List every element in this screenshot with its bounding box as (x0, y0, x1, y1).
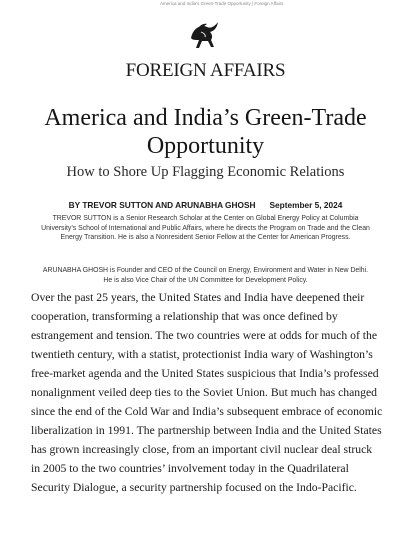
author-bio-sutton: TREVOR SUTTON is a Senior Research Scholar at the Center on Global Energy Policy at Columbia University’s School of International and Public Affairs, where he directs the Program on Trade and the Clean Energy Transition. He is also a Nonresident Senior Fellow at the Center for American Progress. (41, 215, 370, 241)
publish-date: September 5, 2024 (269, 200, 343, 210)
print-header (0, 0, 411, 8)
article-title: America and India’s Green-Trade Opportunity (44, 105, 367, 159)
author-bio-ghosh: ARUNABHA GHOSH is Founder and CEO of the Council on Energy, Environment and Water in New Delhi. He is also Vice Chair of the UN Committee for Development Policy. (42, 267, 369, 284)
site-logo[interactable]: FOREIGN AFFAIRS (125, 60, 286, 81)
pegasus-logo-icon (187, 18, 221, 52)
byline-authors: BY TREVOR SUTTON AND ARUNABHA GHOSH (68, 200, 256, 210)
article-body-paragraph: Over the past 25 years, the United States and India have deepened their cooperation, transforming a relationship that was once defined by estrangement and tension. The two countries were at odds for much of the twentieth century, with a statist, protectionist India wary of Washington’s free-market agenda and the United States suspicious that India’s professed nonalignment veiled deep ties to the Soviet Union. But much has changed since the end of the Cold War and India’s subsequent embrace of economic liberalization in 1991. The partnership between India and the United States has grown increasingly close, from an important civil nuclear deal struck in 2005 to the two countries’ involvement today in the Quadrilateral Security Dialogue, a security partnership focused on the Indo-Pacific. (31, 291, 383, 494)
print-page-title: America and India's Green-Trade Opportunity | Foreign Affairs (160, 1, 284, 6)
article-subtitle: How to Shore Up Flagging Economic Relations (66, 164, 345, 180)
byline (20, 200, 391, 210)
